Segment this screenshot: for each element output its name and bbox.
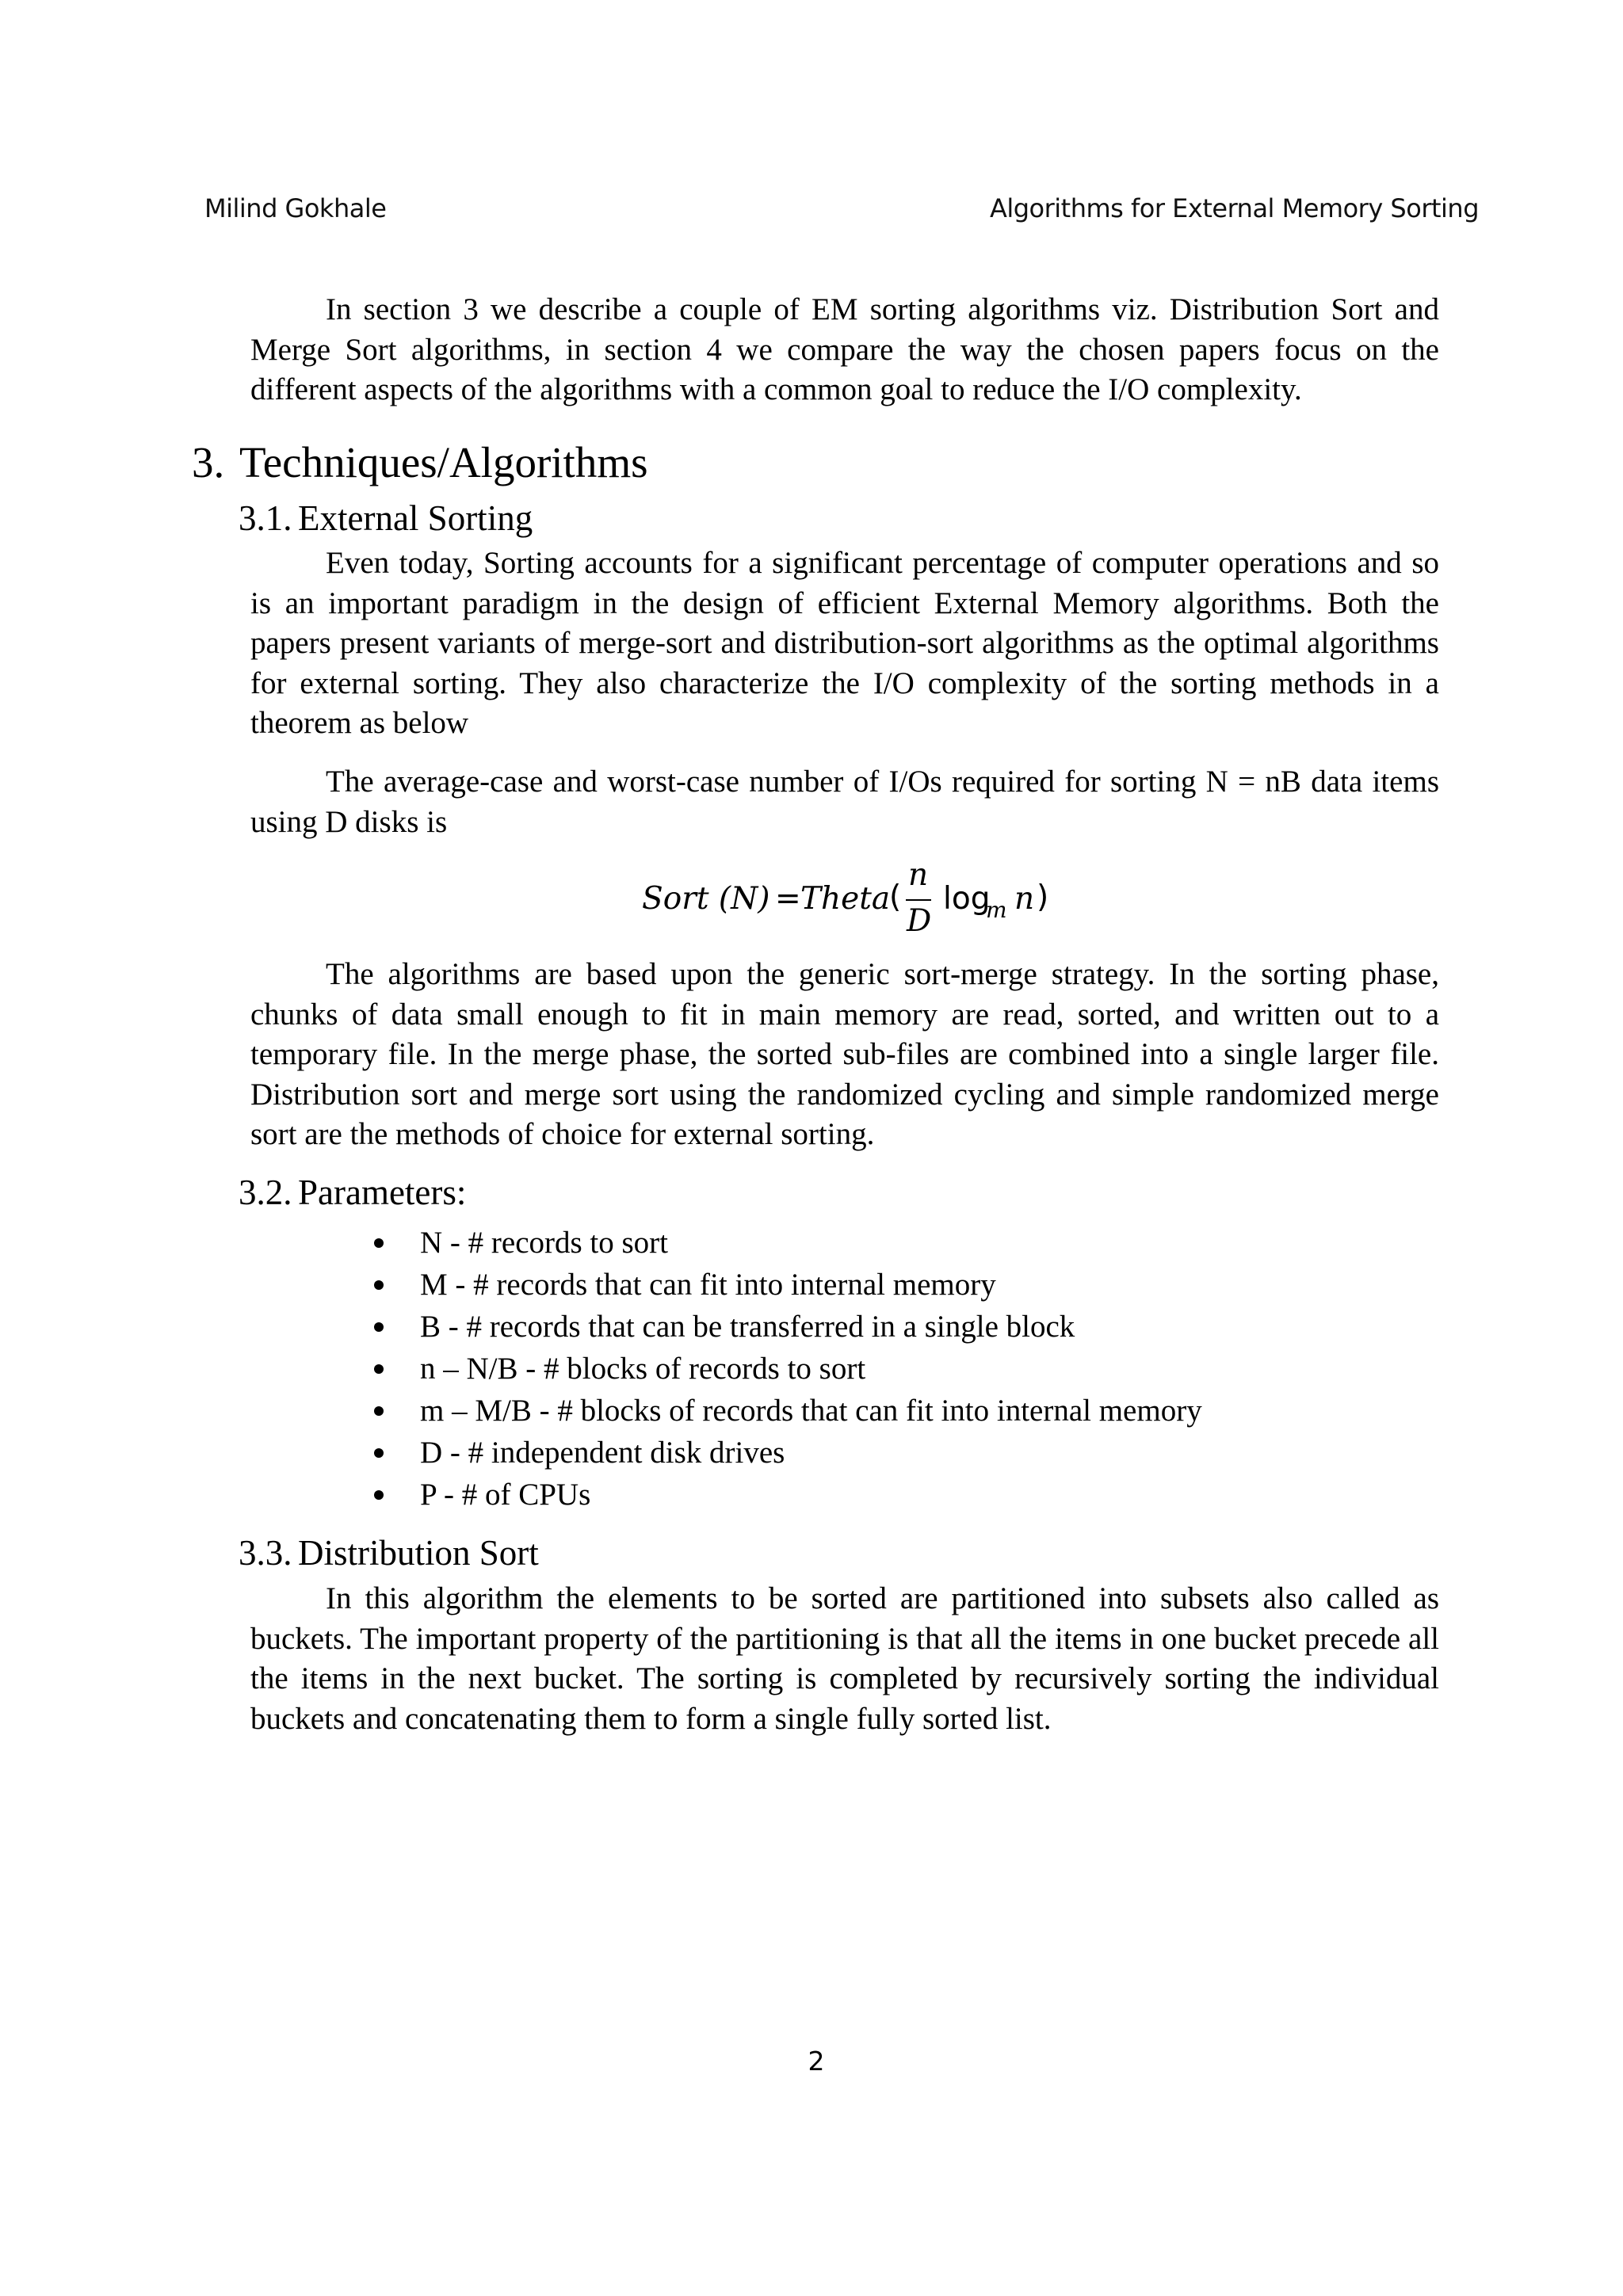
bullet-icon xyxy=(374,1280,384,1290)
subsection-title: External Sorting xyxy=(298,498,533,538)
section-heading xyxy=(192,437,648,487)
list-item xyxy=(371,1264,1202,1306)
formula-log: log xyxy=(943,881,991,917)
formula-fraction-numerator: n xyxy=(908,857,929,893)
subsection-number: 3.3. xyxy=(239,1533,292,1573)
parameters-list xyxy=(371,1222,1202,1516)
distribution-sort-paragraph: In this algorithm the elements to be sorted are partitioned into subsets also called as buckets. The important property of the partitioning is that all the items in one bucket precede all the items in the next bucket. The sorting is completed by recursively sorting the individual buckets and concatenating them to form a single fully sorted list. xyxy=(250,1581,1439,1736)
subsection-number: 3.2. xyxy=(239,1173,292,1212)
section-number: 3. xyxy=(192,438,225,486)
list-item xyxy=(371,1306,1202,1348)
section-title: Techniques/Algorithms xyxy=(239,438,648,486)
subsection-heading-external-sorting xyxy=(239,498,533,539)
io-count-paragraph: The average-case and worst-case number of I/Os required for sorting N = nB data items using D disks is xyxy=(250,765,1439,839)
formula-fraction-denominator: D xyxy=(907,903,932,939)
list-item-text: D - # independent disk drives xyxy=(420,1436,785,1470)
bullet-icon xyxy=(374,1490,384,1500)
external-sorting-paragraph: Even today, Sorting accounts for a significant percentage of computer operations and so is an important paradigm in the design of efficient External Memory algorithms. Both the papers present variants of merge-sort and distribution-sort algorithms as the optimal algorithms for external sorting. They also characterize the I/O complexity of the sorting methods in a theorem as below xyxy=(250,546,1439,740)
list-item xyxy=(371,1432,1202,1474)
list-item xyxy=(371,1474,1202,1516)
running-header-title: Algorithms for External Memory Sorting xyxy=(989,193,1479,223)
formula-theta: Theta xyxy=(800,881,891,917)
list-item-text: B - # records that can be transferred in a single block xyxy=(420,1310,1075,1344)
list-item-text: m – M/B - # blocks of records that can fit into internal memory xyxy=(420,1394,1202,1428)
formula-fraction-bar xyxy=(906,899,931,901)
bullet-icon xyxy=(374,1238,384,1248)
list-item-text: P - # of CPUs xyxy=(420,1478,591,1512)
bullet-icon xyxy=(374,1406,384,1416)
subsection-number: 3.1. xyxy=(239,498,292,538)
formula-lhs: Sort (N) xyxy=(642,881,770,917)
formula-argument: n xyxy=(1014,881,1035,917)
formula-equals: = xyxy=(775,881,801,917)
page-number: 2 xyxy=(808,2046,825,2077)
list-item xyxy=(371,1390,1202,1432)
bullet-icon xyxy=(374,1448,384,1458)
formula-log-base: m xyxy=(986,897,1007,923)
subsection-heading-parameters xyxy=(239,1172,466,1213)
list-item-text: N - # records to sort xyxy=(420,1226,669,1260)
list-item-text: n – N/B - # blocks of records to sort xyxy=(420,1352,866,1386)
subsection-heading-distribution-sort xyxy=(239,1532,539,1573)
list-item xyxy=(371,1348,1202,1390)
formula-close-paren: ) xyxy=(1037,879,1049,915)
list-item-text: M - # records that can fit into internal memory xyxy=(420,1268,996,1302)
bullet-icon xyxy=(374,1364,384,1374)
subsection-title: Distribution Sort xyxy=(298,1533,539,1573)
formula-open-paren: ( xyxy=(889,879,902,915)
subsection-title: Parameters: xyxy=(298,1173,467,1212)
running-header-author: Milind Gokhale xyxy=(204,193,387,223)
bullet-icon xyxy=(374,1322,384,1332)
list-item xyxy=(371,1222,1202,1264)
sort-merge-paragraph: The algorithms are based upon the generic sort-merge strategy. In the sorting phase, chunks of data small enough to fit in main memory are read, sorted, and written out to a temporary file. In the merge phase, the sorted sub-files are combined into a single larger file. Distribution sort and merge sort using the randomized cycling and simple randomized merge sort are the methods of choice for external sorting. xyxy=(250,957,1439,1151)
intro-paragraph: In section 3 we describe a couple of EM sorting algorithms viz. Distribution Sort and Merge Sort algorithms, in section 4 we compare the way the chosen papers focus on the different aspects of the algorithms with a common goal to reduce the I/O complexity. xyxy=(250,292,1439,406)
